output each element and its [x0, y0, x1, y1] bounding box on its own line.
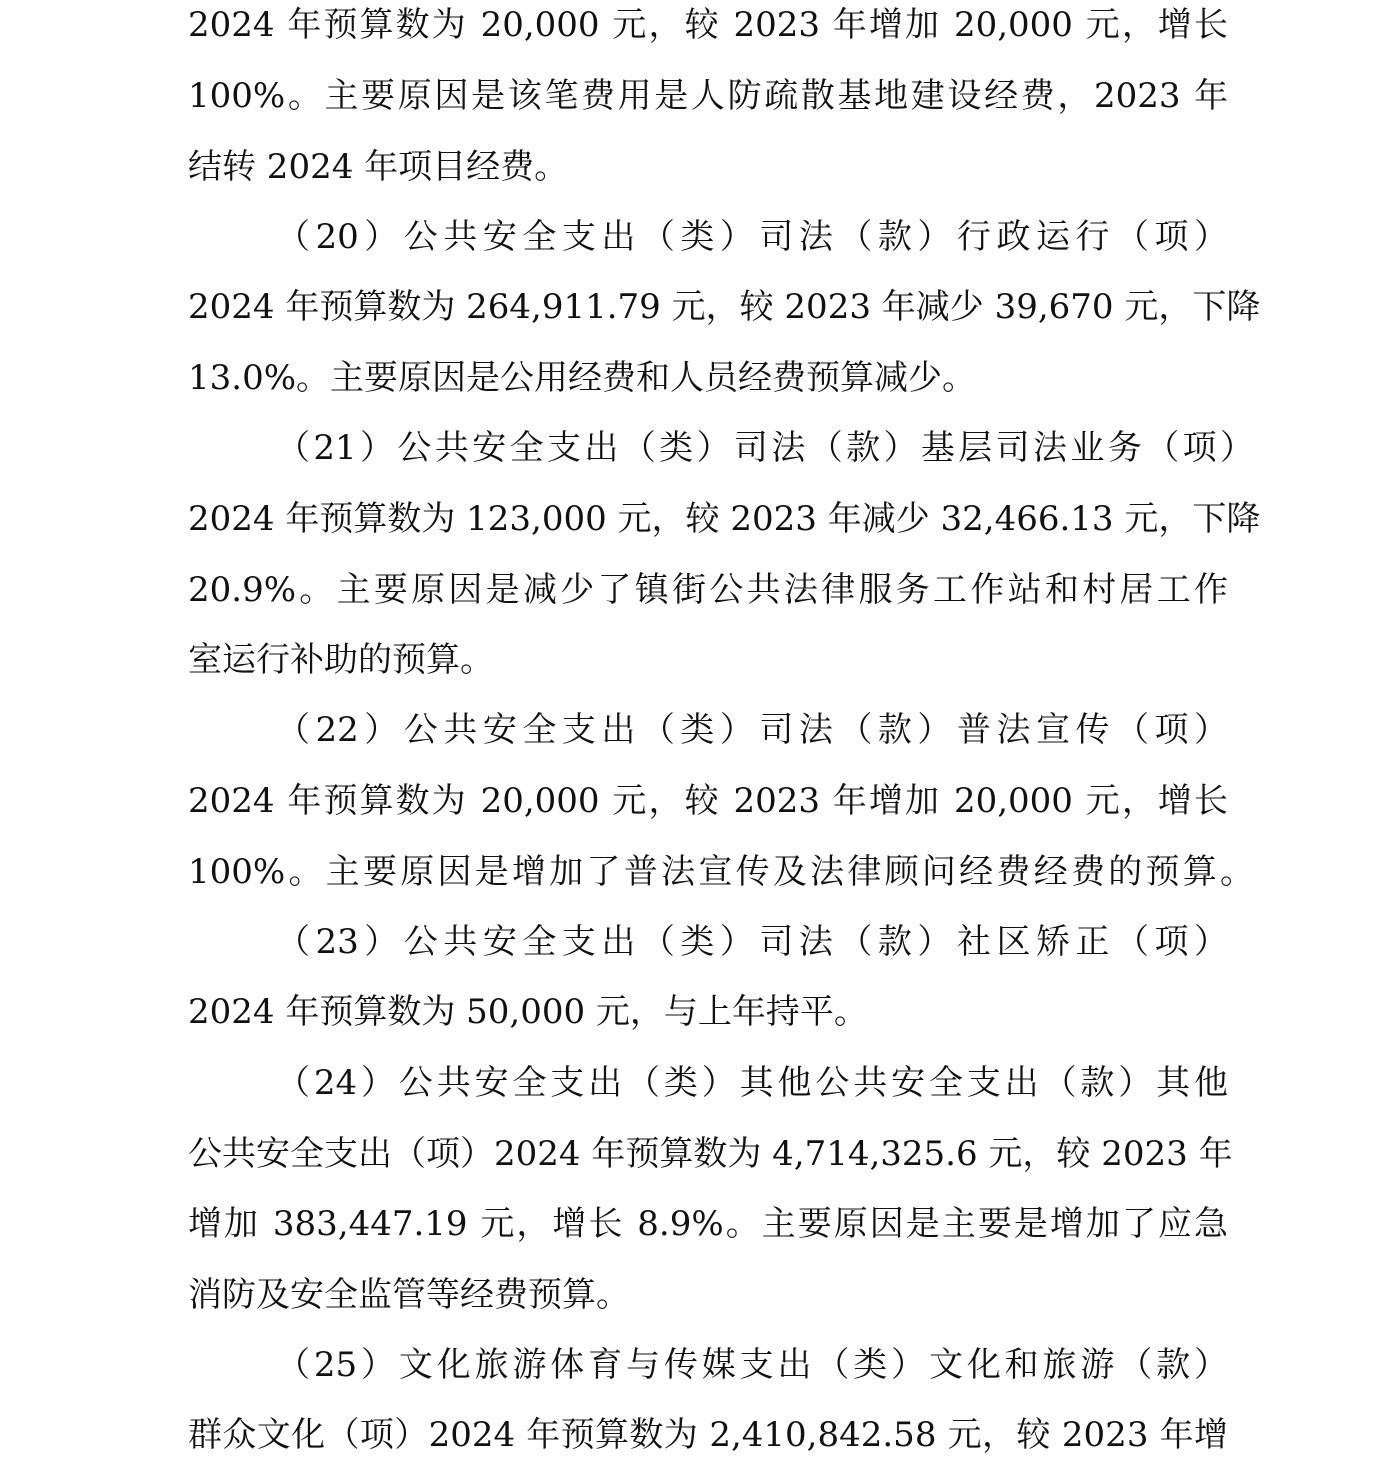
item-24-heading: （24）公共安全支出（类）其他公共安全支出（款）其他 [276, 1063, 1228, 1103]
item-20-heading: （20）公共安全支出（类）司法（款）行政运行（项） [276, 217, 1228, 257]
text-line-2: 100%。主要原因是该笔费用是人防疏散基地建设经费，2023 年 [188, 76, 1228, 116]
item-22-heading: （22）公共安全支出（类）司法（款）普法宣传（项） [276, 710, 1228, 750]
text-line-15: 2024 年预算数为 50,000 元，与上年持平。 [188, 992, 868, 1032]
text-line-17: 公共安全支出（项）2024 年预算数为 4,714,325.6 元，较 2023 年 [188, 1134, 1233, 1174]
text-line-19: 消防及安全监管等经费预算。 [188, 1275, 630, 1315]
item-21-heading: （21）公共安全支出（类）司法（款）基层司法业务（项） [276, 428, 1254, 468]
item-23-heading: （23）公共安全支出（类）司法（款）社区矫正（项） [276, 922, 1228, 962]
text-line-5: 2024 年预算数为 264,911.79 元，较 2023 年减少 39,670 元，下降 [188, 287, 1261, 327]
text-line-21: 群众文化（项）2024 年预算数为 2,410,842.58 元，较 2023 年增 [188, 1415, 1228, 1455]
text-line-18: 增加 383,447.19 元，增长 8.9%。主要原因是主要是增加了应急 [188, 1204, 1228, 1244]
text-line-1: 2024 年预算数为 20,000 元，较 2023 年增加 20,000 元，增长 [188, 5, 1228, 45]
text-line-8: 2024 年预算数为 123,000 元，较 2023 年减少 32,466.13 元，下降 [188, 499, 1261, 539]
text-line-3: 结转 2024 年项目经费。 [188, 147, 569, 187]
text-line-6: 13.0%。主要原因是公用经费和人员经费预算减少。 [188, 358, 977, 398]
item-25-heading: （25）文化旅游体育与传媒支出（类）文化和旅游（款） [276, 1345, 1228, 1385]
text-line-13: 100%。主要原因是增加了普法宣传及法律顾问经费经费的预算。 [188, 852, 1254, 892]
text-line-10: 室运行补助的预算。 [188, 640, 494, 680]
text-line-12: 2024 年预算数为 20,000 元，较 2023 年增加 20,000 元，增长 [188, 781, 1228, 821]
text-line-9: 20.9%。主要原因是减少了镇街公共法律服务工作站和村居工作 [188, 570, 1228, 610]
